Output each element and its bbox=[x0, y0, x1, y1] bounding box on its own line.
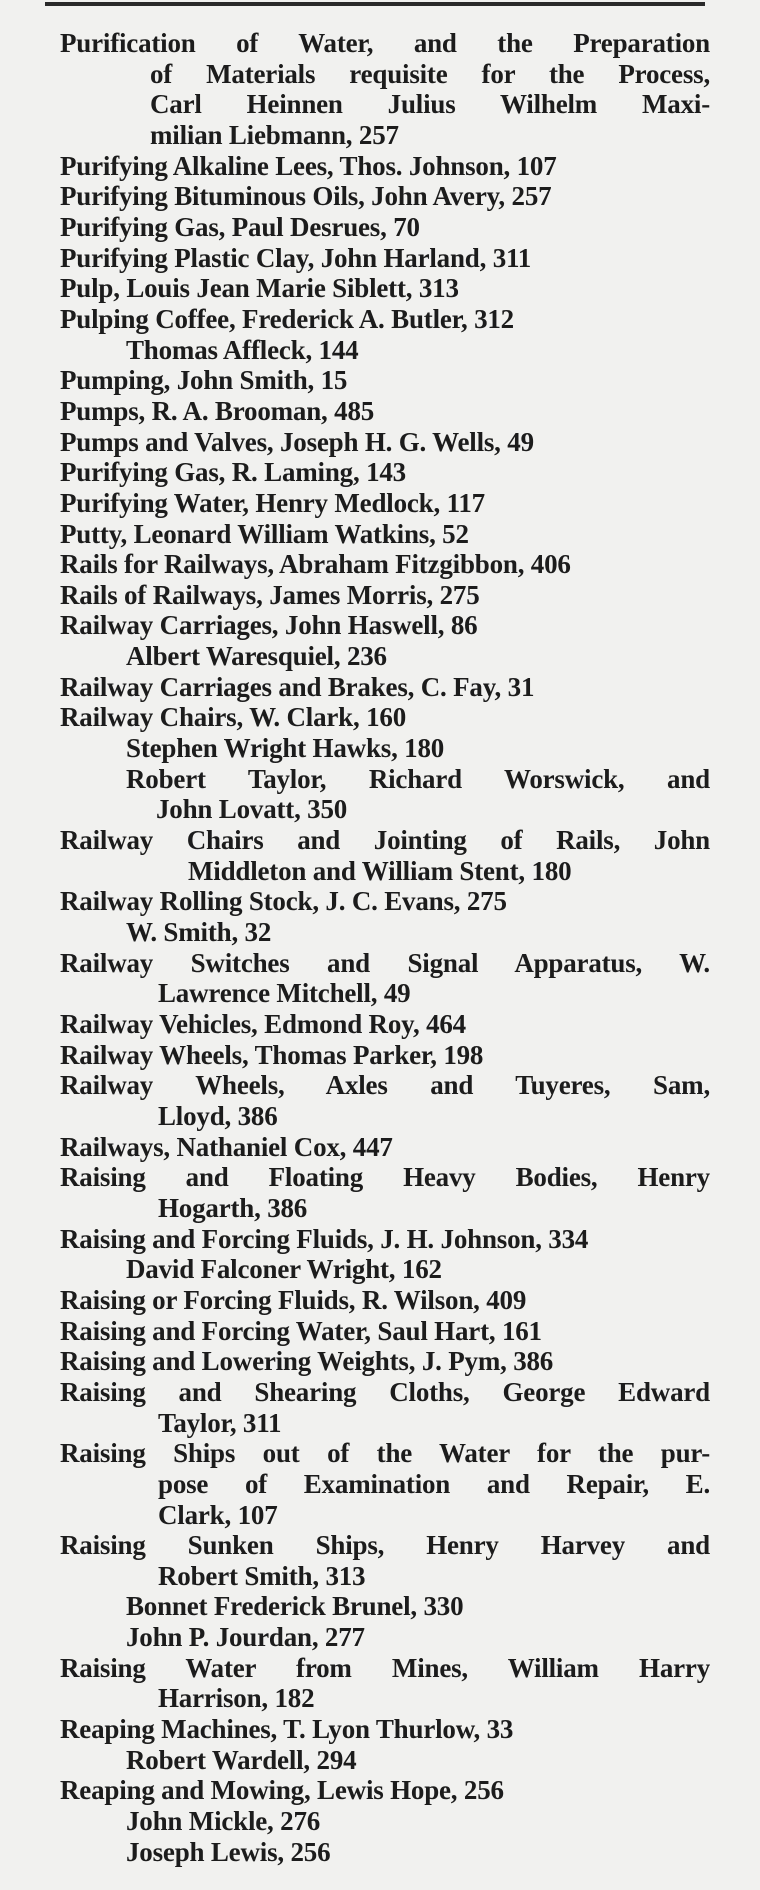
index-line: Raising and Forcing Fluids, J. H. Johnson, 334 bbox=[60, 1223, 589, 1254]
index-line: Reaping Machines, T. Lyon Thurlow, 33 bbox=[60, 1714, 514, 1745]
index-line: Harrison, 182 bbox=[158, 1683, 315, 1714]
index-line: Raising Water from Mines, William Harry bbox=[60, 1652, 710, 1683]
index-line: Thomas Affleck, 144 bbox=[126, 334, 359, 365]
index-line: Railway Carriages, John Haswell, 86 bbox=[60, 610, 478, 641]
index-column bbox=[60, 28, 710, 1867]
index-line: Pumping, John Smith, 15 bbox=[60, 365, 348, 396]
index-line: Raising and Floating Heavy Bodies, Henry bbox=[60, 1162, 710, 1193]
index-line: Robert Wardell, 294 bbox=[126, 1744, 357, 1775]
index-line: pose of Examination and Repair, E. bbox=[158, 1468, 710, 1499]
index-line: Pumps, R. A. Brooman, 485 bbox=[60, 395, 375, 426]
index-line: Robert Taylor, Richard Worswick, and bbox=[126, 763, 710, 794]
index-line: Raising and Lowering Weights, J. Pym, 386 bbox=[60, 1346, 554, 1377]
index-line: Purification of Water, and the Preparation bbox=[60, 28, 710, 58]
index-line: Rails of Railways, James Morris, 275 bbox=[60, 579, 480, 610]
index-line: Railway Vehicles, Edmond Roy, 464 bbox=[60, 1009, 466, 1039]
index-line: Carl Heinnen Julius Wilhelm Maxi- bbox=[150, 89, 710, 120]
index-line: Purifying Water, Henry Medlock, 117 bbox=[60, 487, 485, 518]
index-line: Pumps and Valves, Joseph H. G. Wells, 49 bbox=[60, 426, 534, 457]
index-line: Railway Wheels, Axles and Tuyeres, Sam, bbox=[60, 1070, 710, 1101]
index-line: Pulping Coffee, Frederick A. Butler, 312 bbox=[60, 303, 514, 334]
index-line: Stephen Wright Hawks, 180 bbox=[126, 733, 445, 764]
index-line: Railway Carriages and Brakes, C. Fay, 31 bbox=[60, 671, 535, 702]
index-line: W. Smith, 32 bbox=[126, 917, 272, 948]
index-line: Purifying Gas, Paul Desrues, 70 bbox=[60, 211, 420, 242]
index-line: Railways, Nathaniel Cox, 447 bbox=[60, 1131, 393, 1162]
index-line: John Mickle, 276 bbox=[126, 1806, 321, 1837]
index-line: Raising Sunken Ships, Henry Harvey and bbox=[60, 1530, 710, 1561]
index-line: Railway Chairs, W. Clark, 160 bbox=[60, 702, 406, 733]
index-line: Bonnet Frederick Brunel, 330 bbox=[126, 1591, 464, 1622]
index-line: Joseph Lewis, 256 bbox=[126, 1836, 331, 1867]
index-line: Middleton and William Stent, 180 bbox=[188, 855, 572, 886]
index-line: Purifying Gas, R. Laming, 143 bbox=[60, 457, 406, 488]
index-line: Rails for Railways, Abraham Fitzgibbon, 406 bbox=[60, 549, 571, 580]
index-line: David Falconer Wright, 162 bbox=[126, 1254, 442, 1285]
index-line: Reaping and Mowing, Lewis Hope, 256 bbox=[60, 1775, 504, 1806]
top-rule bbox=[45, 2, 705, 6]
index-line: Railway Rolling Stock, J. C. Evans, 275 bbox=[60, 886, 507, 917]
index-line: Raising and Forcing Water, Saul Hart, 161 bbox=[60, 1315, 542, 1346]
index-line: Albert Waresquiel, 236 bbox=[126, 641, 387, 672]
index-line: milian Liebmann, 257 bbox=[150, 119, 399, 150]
index-line: Purifying Bituminous Oils, John Avery, 257 bbox=[60, 181, 552, 212]
index-line: Hogarth, 386 bbox=[158, 1192, 308, 1223]
index-line: of Materials requisite for the Process, bbox=[150, 58, 710, 89]
index-line: John Lovatt, 350 bbox=[156, 794, 348, 825]
index-line: Putty, Leonard William Watkins, 52 bbox=[60, 518, 469, 549]
index-line: Raising Ships out of the Water for the pur- bbox=[60, 1438, 710, 1469]
index-line: Robert Smith, 313 bbox=[158, 1560, 366, 1591]
index-line: Pulp, Louis Jean Marie Siblett, 313 bbox=[60, 273, 459, 304]
index-line: Taylor, 311 bbox=[158, 1407, 282, 1438]
index-line: Lloyd, 386 bbox=[158, 1100, 278, 1131]
index-line: Railway Chairs and Jointing of Rails, John bbox=[60, 825, 710, 856]
index-line: John P. Jourdan, 277 bbox=[126, 1622, 365, 1653]
index-line: Purifying Alkaline Lees, Thos. Johnson, 107 bbox=[60, 150, 557, 181]
index-line: Lawrence Mitchell, 49 bbox=[158, 978, 411, 1009]
index-line: Railway Switches and Signal Apparatus, W. bbox=[60, 947, 710, 978]
index-line: Raising and Shearing Cloths, George Edward bbox=[60, 1376, 710, 1407]
index-line: Purifying Plastic Clay, John Harland, 311 bbox=[60, 242, 532, 273]
index-line: Railway Wheels, Thomas Parker, 198 bbox=[60, 1039, 484, 1070]
index-line: Raising or Forcing Fluids, R. Wilson, 409 bbox=[60, 1284, 527, 1315]
index-line: Clark, 107 bbox=[158, 1499, 278, 1530]
